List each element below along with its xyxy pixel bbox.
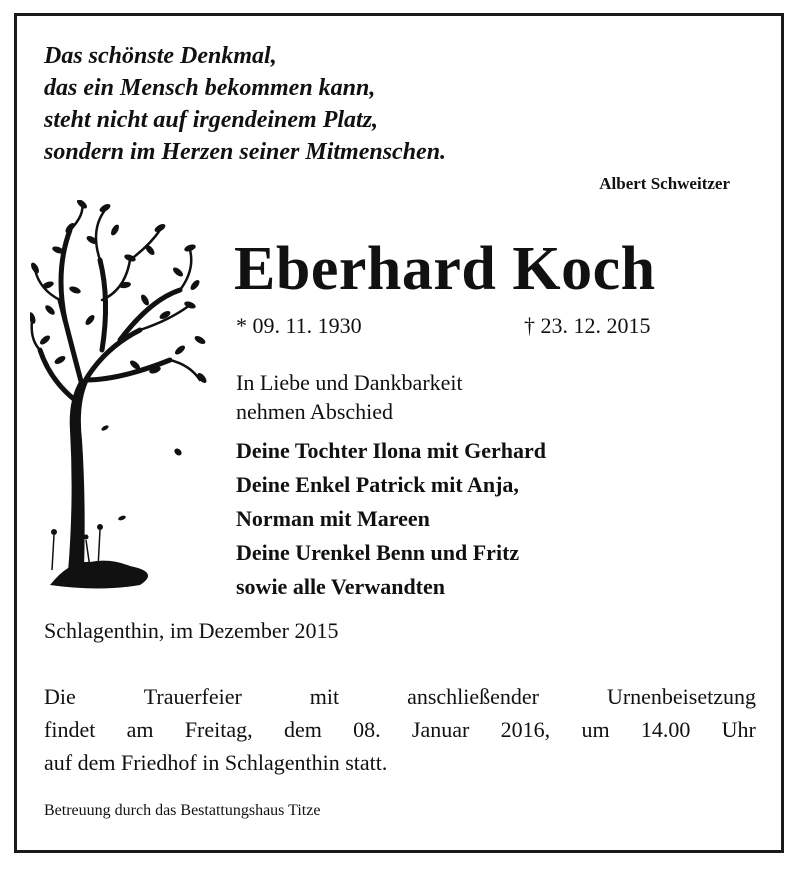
birth-date: * 09. 11. 1930 (236, 313, 362, 338)
word: dem (283, 717, 322, 742)
word: 2016, (500, 717, 551, 742)
word: findet (44, 717, 96, 742)
mourner-line: Deine Enkel Patrick mit Anja, (236, 472, 519, 497)
word: Die (44, 684, 76, 709)
word: 08. (353, 717, 381, 742)
word: um (581, 717, 610, 742)
place-date: Schlagenthin, im Dezember 2015 (44, 618, 339, 643)
intro-line: nehmen Abschied (236, 399, 394, 424)
mourner-line: Deine Tochter Ilona mit Gerhard (236, 438, 547, 463)
word: Uhr (721, 717, 756, 742)
mourner-line: sowie alle Verwandten (236, 574, 445, 599)
death-date: † 23. 12. 2015 (524, 313, 651, 338)
funeral-info (44, 680, 756, 779)
quote-line: das ein Mensch bekommen kann, (44, 75, 376, 101)
word: Januar (411, 717, 470, 742)
word: Freitag, (184, 717, 253, 742)
word: Urnenbeisetzung (606, 684, 756, 709)
deceased-name: Eberhard Koch (234, 235, 656, 303)
mourners-list (236, 434, 546, 604)
intro-line: In Liebe und Dankbarkeit (236, 370, 463, 395)
mourner-line: Deine Urenkel Benn und Fritz (236, 540, 520, 565)
quote-author: Albert Schweitzer (599, 174, 730, 193)
word: anschließender (407, 684, 539, 709)
funeral-line: auf dem Friedhof in Schlagenthin statt. (44, 750, 388, 775)
mourner-line: Norman mit Mareen (236, 506, 430, 531)
quote-line: sondern im Herzen seiner Mitmenschen. (44, 139, 447, 165)
word: am (126, 717, 154, 742)
funeral-line (44, 713, 756, 746)
word: Trauerfeier (143, 684, 242, 709)
farewell-intro (236, 368, 463, 426)
word: 14.00 (640, 717, 691, 742)
funeral-home-note: Betreuung durch das Bestattungshaus Titze (44, 802, 321, 819)
quote-line: Das schönste Denkmal, (44, 43, 277, 69)
quote (44, 40, 446, 168)
tree-icon (30, 200, 210, 600)
funeral-line (44, 680, 756, 713)
word: mit (309, 684, 340, 709)
quote-line: steht nicht auf irgendeinem Platz, (44, 107, 379, 133)
